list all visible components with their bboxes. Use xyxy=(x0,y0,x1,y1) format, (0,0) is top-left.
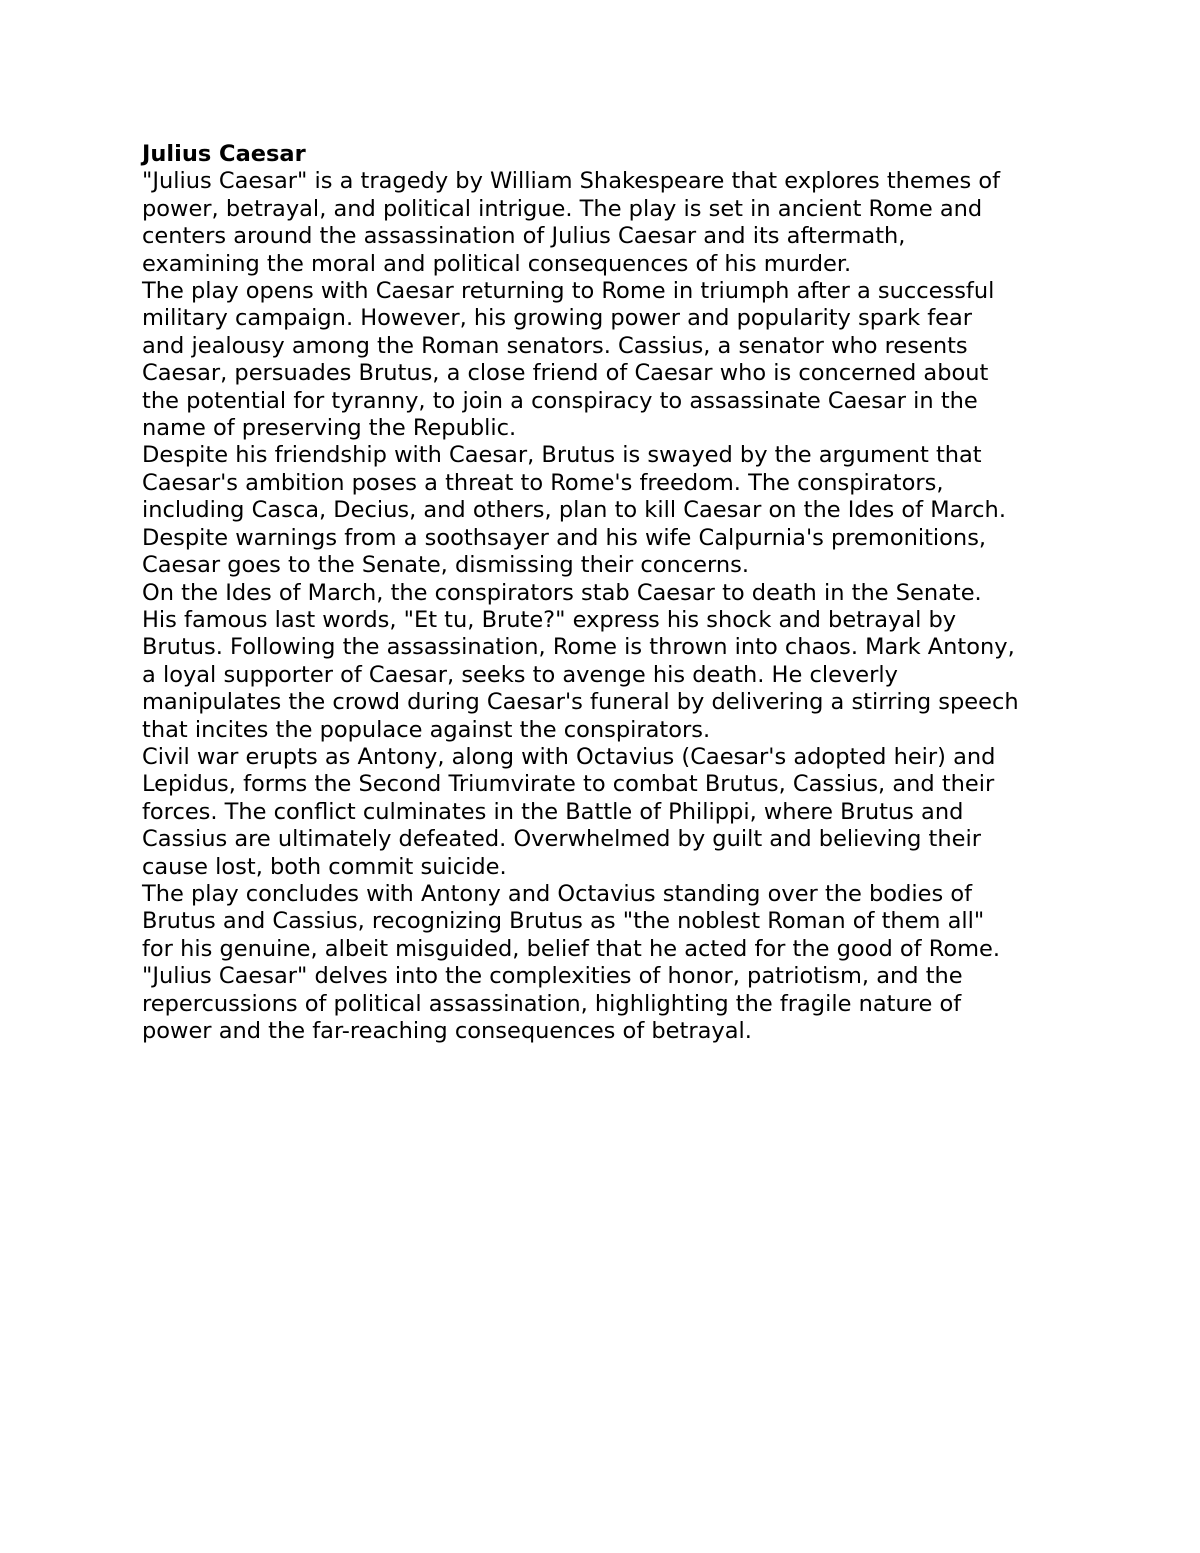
document-body xyxy=(142,141,1077,1045)
text-line: Cassius are ultimately defeated. Overwhelmed by guilt and believing their xyxy=(142,826,981,853)
text-line: Brutus. Following the assassination, Rome is thrown into chaos. Mark Antony, xyxy=(142,634,1015,661)
text-line: Civil war erupts as Antony, along with Octavius (Caesar's adopted heir) and xyxy=(142,743,996,770)
text-line: power, betrayal, and political intrigue. The play is set in ancient Rome and xyxy=(142,195,983,222)
text-line: and jealousy among the Roman senators. Cassius, a senator who resents xyxy=(142,332,968,359)
text-line: including Casca, Decius, and others, plan to kill Caesar on the Ides of March. xyxy=(142,497,1006,524)
text-line: power and the far-reaching consequences of betrayal. xyxy=(142,1018,752,1044)
text-line: Caesar's ambition poses a threat to Rome's freedom. The conspirators, xyxy=(142,469,944,496)
text-line: Lepidus, forms the Second Triumvirate to combat Brutus, Cassius, and their xyxy=(142,771,995,798)
text-line: On the Ides of March, the conspirators stab Caesar to death in the Senate. xyxy=(142,579,982,606)
text-line: repercussions of political assassination, highlighting the fragile nature of xyxy=(142,990,962,1017)
text-line: The play concludes with Antony and Octavius standing over the bodies of xyxy=(142,880,973,907)
text-line: centers around the assassination of Julius Caesar and its aftermath, xyxy=(142,223,906,250)
text-line: His famous last words, "Et tu, Brute?" express his shock and betrayal by xyxy=(142,606,957,633)
text-line: forces. The conflict culminates in the Battle of Philippi, where Brutus and xyxy=(142,798,964,825)
text-line: Brutus and Cassius, recognizing Brutus as "the noblest Roman of them all" xyxy=(142,908,985,935)
text-line: military campaign. However, his growing power and popularity spark fear xyxy=(142,305,973,332)
text-line: name of preserving the Republic. xyxy=(142,415,517,442)
text-line: Despite his friendship with Caesar, Brutus is swayed by the argument that xyxy=(142,442,982,469)
text-line: manipulates the crowd during Caesar's funeral by delivering a stirring speech xyxy=(142,689,1019,716)
text-line: Despite warnings from a soothsayer and his wife Calpurnia's premonitions, xyxy=(142,524,987,551)
text-line: Caesar, persuades Brutus, a close friend of Caesar who is concerned about xyxy=(142,360,989,387)
text-line: "Julius Caesar" is a tragedy by William Shakespeare that explores themes of xyxy=(142,168,1001,195)
text-line: Caesar goes to the Senate, dismissing their concerns. xyxy=(142,552,749,579)
text-line: examining the moral and political consequences of his murder. xyxy=(142,250,852,277)
text-line: for his genuine, albeit misguided, belief that he acted for the good of Rome. xyxy=(142,935,1001,962)
text-line: a loyal supporter of Caesar, seeks to avenge his death. He cleverly xyxy=(142,661,898,688)
text-line: the potential for tyranny, to join a conspiracy to assassinate Caesar in the xyxy=(142,387,978,414)
text-line: The play opens with Caesar returning to Rome in triumph after a successful xyxy=(142,278,995,305)
text-line: "Julius Caesar" delves into the complexities of honor, patriotism, and the xyxy=(142,963,963,990)
document-title: Julius Caesar xyxy=(142,141,306,167)
text-line: that incites the populace against the conspirators. xyxy=(142,716,711,743)
text-line: cause lost, both commit suicide. xyxy=(142,853,507,880)
